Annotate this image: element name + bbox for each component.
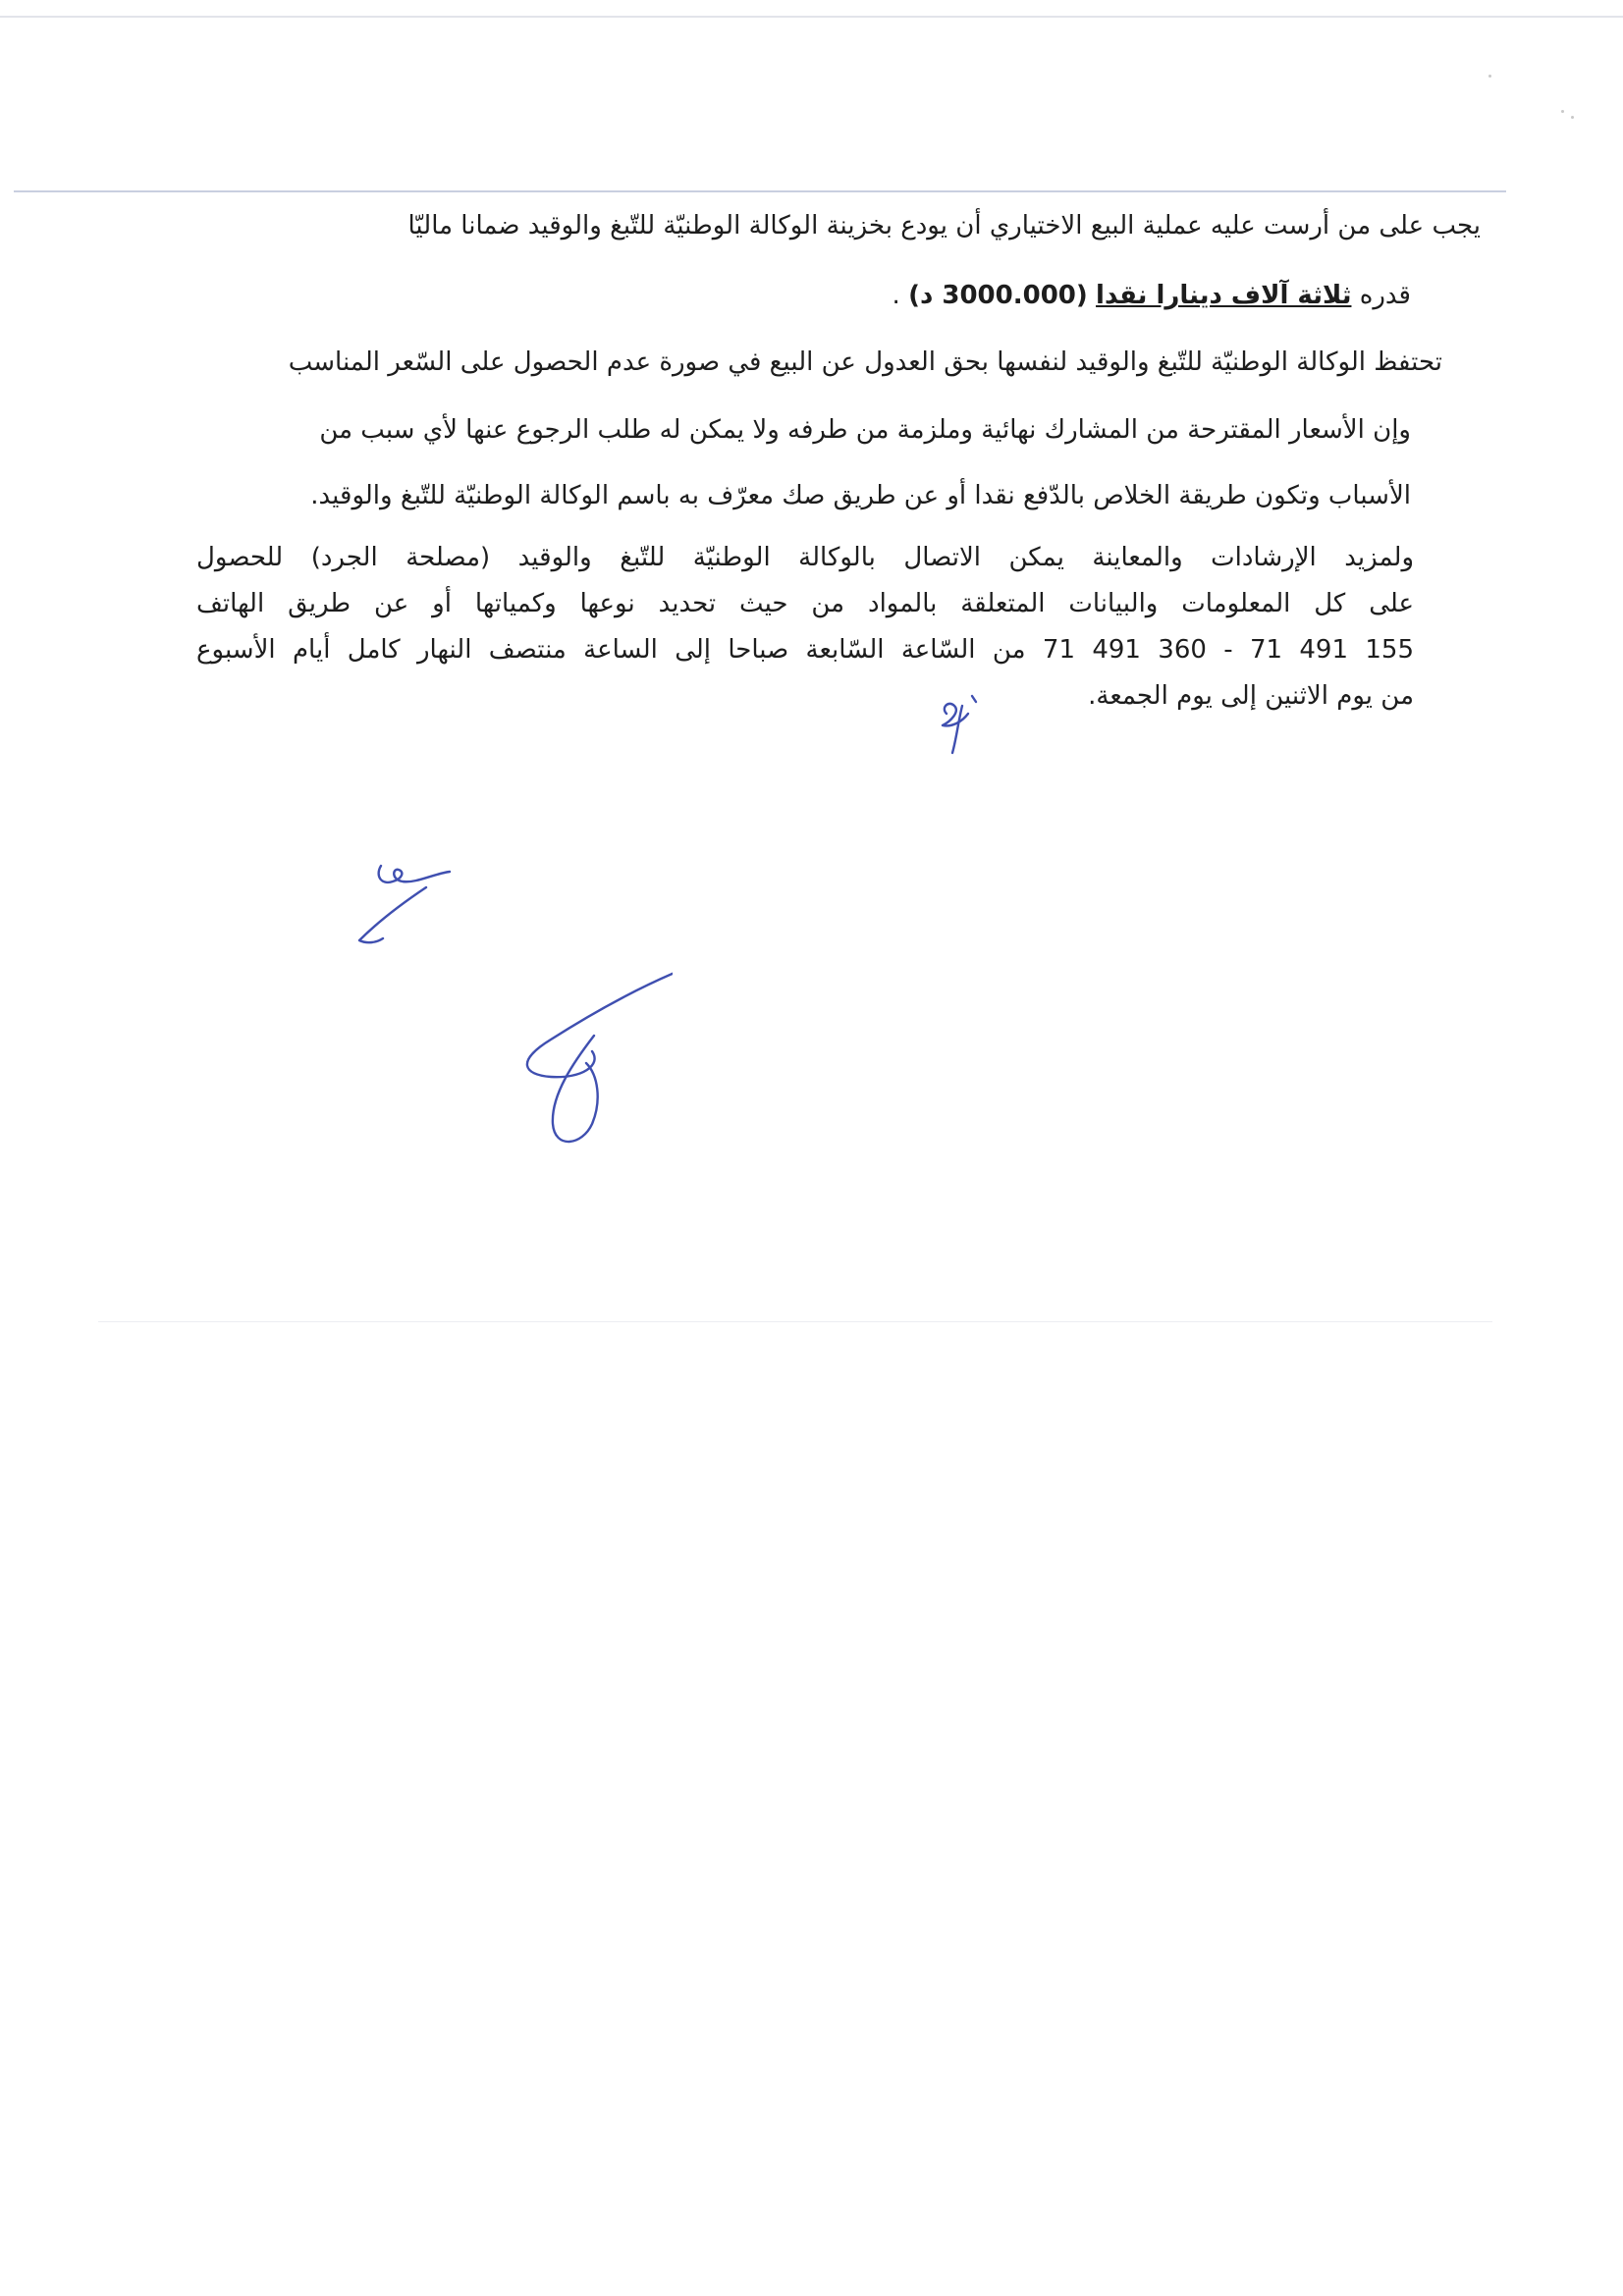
signature-one bbox=[344, 854, 461, 952]
header-rule bbox=[14, 190, 1506, 192]
para4-line3: 155 491 71 - 360 491 71 من السّاعة السّابعة صباحا إلى الساعة منتصف النهار كامل أيام الأسبوع bbox=[196, 635, 1414, 665]
para1-line1: يجب على من أرست عليه عملية البيع الاختياري أن يودع بخزينة الوكالة الوطنيّة للتّبغ والوقيد ضمانا ماليّا bbox=[407, 211, 1481, 240]
signature-two bbox=[496, 967, 673, 1163]
para2-line1: تحتفظ الوكالة الوطنيّة للتّبغ والوقيد لنفسها بحق العدول عن البيع في صورة عدم الحصول على السّعر المناسب bbox=[288, 347, 1442, 377]
scan-speck bbox=[1561, 110, 1564, 113]
para1-suffix: . bbox=[892, 281, 900, 310]
para3-line2: الأسباب وتكون طريقة الخلاص بالدّفع نقدا أو عن طريق صك معرّف به باسم الوكالة الوطنيّة للتّبغ والوقيد. bbox=[310, 481, 1411, 510]
para1-prefix: قدره bbox=[1359, 281, 1411, 310]
scan-speck bbox=[1488, 75, 1491, 78]
top-scan-line bbox=[0, 16, 1623, 18]
page-fold-line bbox=[98, 1321, 1492, 1322]
para4-line2: على كل المعلومات والبيانات المتعلقة بالمواد من حيث تحديد نوعها وكمياتها أو عن طريق الهاتف bbox=[196, 589, 1414, 618]
para4-line1: ولمزيد الإرشادات والمعاينة يمكن الاتصال بالوكالة الوطنيّة للتّبغ والوقيد (مصلحة الجرد) للحصول bbox=[196, 543, 1414, 572]
initials-signature bbox=[933, 692, 992, 761]
para1-line2 bbox=[893, 281, 1411, 310]
para3-line1: وإن الأسعار المقترحة من المشارك نهائية وملزمة من طرفه ولا يمكن له طلب الرجوع عنها لأي سبب من bbox=[319, 415, 1411, 445]
amount-in-figures: (3000.000 د) bbox=[908, 281, 1088, 310]
amount-in-words: ثلاثة آلاف دينارا نقدا bbox=[1096, 281, 1352, 310]
contact-paragraph bbox=[196, 535, 1414, 720]
para4-line4: من يوم الاثنين إلى يوم الجمعة. bbox=[1088, 681, 1414, 711]
scan-speck bbox=[1571, 116, 1574, 119]
